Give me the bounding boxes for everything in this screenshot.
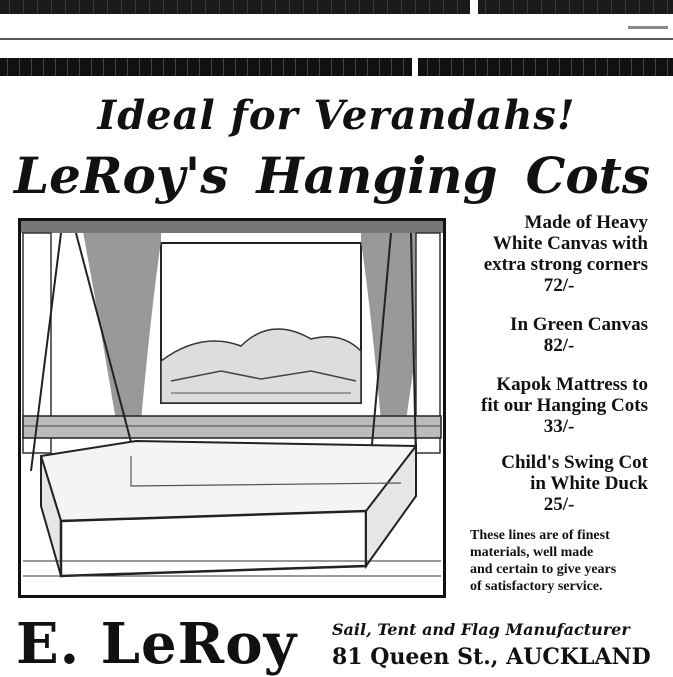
- product-description-line: extra strong corners: [483, 254, 648, 275]
- quality-note-line: of satisfactory service.: [470, 579, 603, 594]
- hanging-cot-on-verandah-icon: [21, 221, 443, 595]
- title-word-leroys: LeRoy's: [14, 146, 229, 205]
- product-price: 33/-: [543, 416, 575, 437]
- brand-name: E. LeRoy: [16, 611, 298, 677]
- product-description-line: Child's Swing Cot: [501, 452, 648, 473]
- product-price: 25/-: [543, 494, 575, 515]
- advert-title: [14, 146, 650, 206]
- header-rule-gap: [412, 58, 418, 76]
- top-rule-gap: [470, 0, 478, 14]
- address-line: 81 Queen St., AUCKLAND: [332, 644, 651, 670]
- product-heavy-canvas: [470, 212, 648, 296]
- top-rule: [0, 0, 673, 14]
- quality-note-line: and certain to give years: [470, 562, 617, 577]
- product-description-line: fit our Hanging Cots: [481, 395, 648, 416]
- thin-rule: [0, 38, 673, 40]
- hanging-cot-illustration: [18, 218, 446, 598]
- product-green-canvas: [470, 314, 648, 356]
- title-word-hanging: Hanging: [256, 146, 498, 205]
- product-kapok-mattress: [470, 374, 648, 437]
- product-description-line: in White Duck: [530, 473, 648, 494]
- product-childs-swing-cot: [470, 452, 648, 515]
- quality-note-line: materials, well made: [470, 545, 594, 560]
- product-price: 82/-: [543, 335, 575, 356]
- title-word-cots: Cots: [525, 146, 650, 205]
- print-smudge: [628, 26, 668, 29]
- quality-note: [470, 527, 648, 595]
- advert-headline: Ideal for Verandahs!: [97, 92, 576, 139]
- product-description-line: Kapok Mattress to: [496, 374, 648, 395]
- product-description-line: Made of Heavy: [524, 212, 648, 233]
- header-rule: [0, 58, 673, 76]
- trade-line: Sail, Tent and Flag Manufacturer: [332, 620, 630, 639]
- product-price: 72/-: [543, 275, 575, 296]
- quality-note-line: These lines are of finest: [470, 528, 610, 543]
- product-description-line: White Canvas with: [492, 233, 648, 254]
- product-description-line: In Green Canvas: [510, 314, 648, 335]
